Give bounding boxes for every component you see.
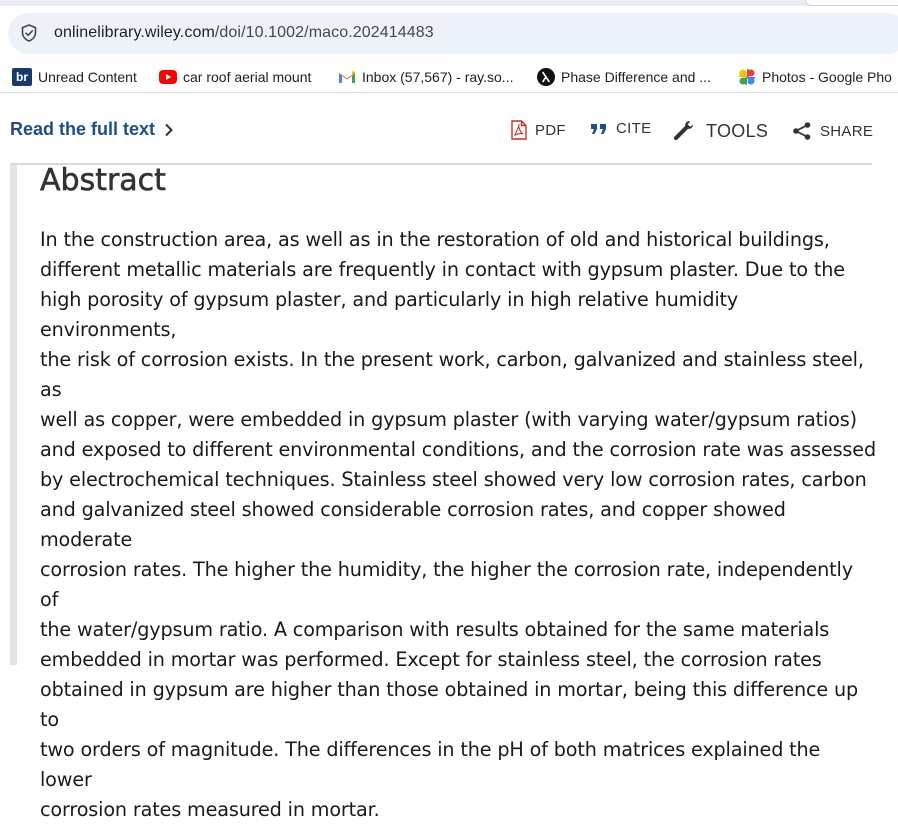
abstract-line: by electrochemical techniques. Stainless steel showed very low corrosion rates, carbon: [40, 468, 867, 491]
tools-button[interactable]: [672, 119, 768, 143]
share-button[interactable]: [792, 121, 873, 141]
lambda-icon: [537, 68, 555, 86]
bookmark-label: Unread Content: [38, 69, 137, 85]
bookmark-unread-content[interactable]: [12, 65, 137, 89]
pdf-label: PDF: [535, 121, 566, 139]
abstract-line: well as copper, were embedded in gypsum plaster (with varying water/gypsum ratios): [40, 408, 857, 431]
youtube-icon: [159, 68, 177, 86]
site-info-icon[interactable]: [19, 23, 39, 43]
tools-label: TOOLS: [706, 120, 769, 141]
address-bar[interactable]: [8, 13, 898, 54]
abstract-line: embedded in mortar was performed. Except for stainless steel, the corrosion rates: [40, 648, 822, 671]
read-full-text-link[interactable]: [10, 119, 174, 140]
abstract-line: two orders of magnitude. The differences in the pH of both matrices explained the lower: [40, 738, 821, 791]
chevron-right-icon: [164, 123, 174, 137]
wrench-icon: [672, 119, 698, 143]
cite-label: CITE: [616, 120, 652, 137]
bookmarks-bar: [0, 62, 898, 93]
abstract-line: corrosion rates measured in mortar.: [40, 798, 380, 821]
bookmark-google-photos[interactable]: [738, 65, 892, 89]
abstract-line: obtained in gypsum are higher than those obtained in mortar, being this difference up to: [40, 678, 859, 731]
abstract-line: high porosity of gypsum plaster, and particularly in high relative humidity environments,: [40, 288, 739, 341]
abstract-line: the water/gypsum ratio. A comparison with results obtained for the same materials: [40, 618, 830, 641]
bookmark-car-roof-aerial-mount[interactable]: [159, 65, 311, 89]
share-label: SHARE: [820, 122, 874, 140]
article-toolbar: [0, 108, 898, 154]
abstract-line: different metallic materials are frequently in contact with gypsum plaster. Due to the: [40, 258, 845, 281]
gmail-icon: [338, 68, 356, 86]
bookmark-phase-difference[interactable]: [537, 65, 711, 89]
browser-tab-strip: [0, 0, 898, 6]
br-icon: br: [12, 68, 32, 86]
read-full-text-label: Read the full text: [10, 119, 156, 139]
abstract-line: and galvanized steel showed considerable corrosion rates, and copper showed moderate: [40, 498, 786, 551]
url-text[interactable]: [54, 24, 434, 42]
bookmark-label: Photos - Google Pho: [762, 69, 892, 85]
url-path: /doi/10.1002/maco.202414483: [214, 24, 434, 41]
browser-tab[interactable]: [805, 0, 898, 6]
abstract-line: the risk of corrosion exists. In the present work, carbon, galvanized and stainless steel, as: [40, 348, 864, 401]
pdf-button[interactable]: [511, 120, 566, 140]
url-host: onlinelibrary.wiley.com: [54, 24, 215, 41]
abstract-line: In the construction area, as well as in the restoration of old and historical buildings,: [40, 228, 830, 251]
pdf-icon: [511, 120, 527, 140]
quote-icon: [590, 123, 608, 135]
abstract-text: [40, 225, 876, 825]
abstract-line: and exposed to different environmental conditions, and the corrosion rate was assessed: [40, 438, 876, 461]
bookmark-label: Inbox (57,567) - ray.so...: [362, 69, 514, 85]
google-photos-icon: [738, 68, 756, 86]
bookmark-label: Phase Difference and ...: [561, 69, 711, 85]
abstract-line: corrosion rates. The higher the humidity, the higher the corrosion rate, independently of: [40, 558, 853, 611]
bookmark-gmail-inbox[interactable]: [338, 65, 513, 89]
share-icon: [792, 121, 812, 141]
bookmark-label: car roof aerial mount: [183, 69, 312, 85]
cite-button[interactable]: [590, 120, 651, 137]
abstract-heading: Abstract: [40, 163, 166, 198]
abstract-left-rule: [10, 165, 17, 665]
